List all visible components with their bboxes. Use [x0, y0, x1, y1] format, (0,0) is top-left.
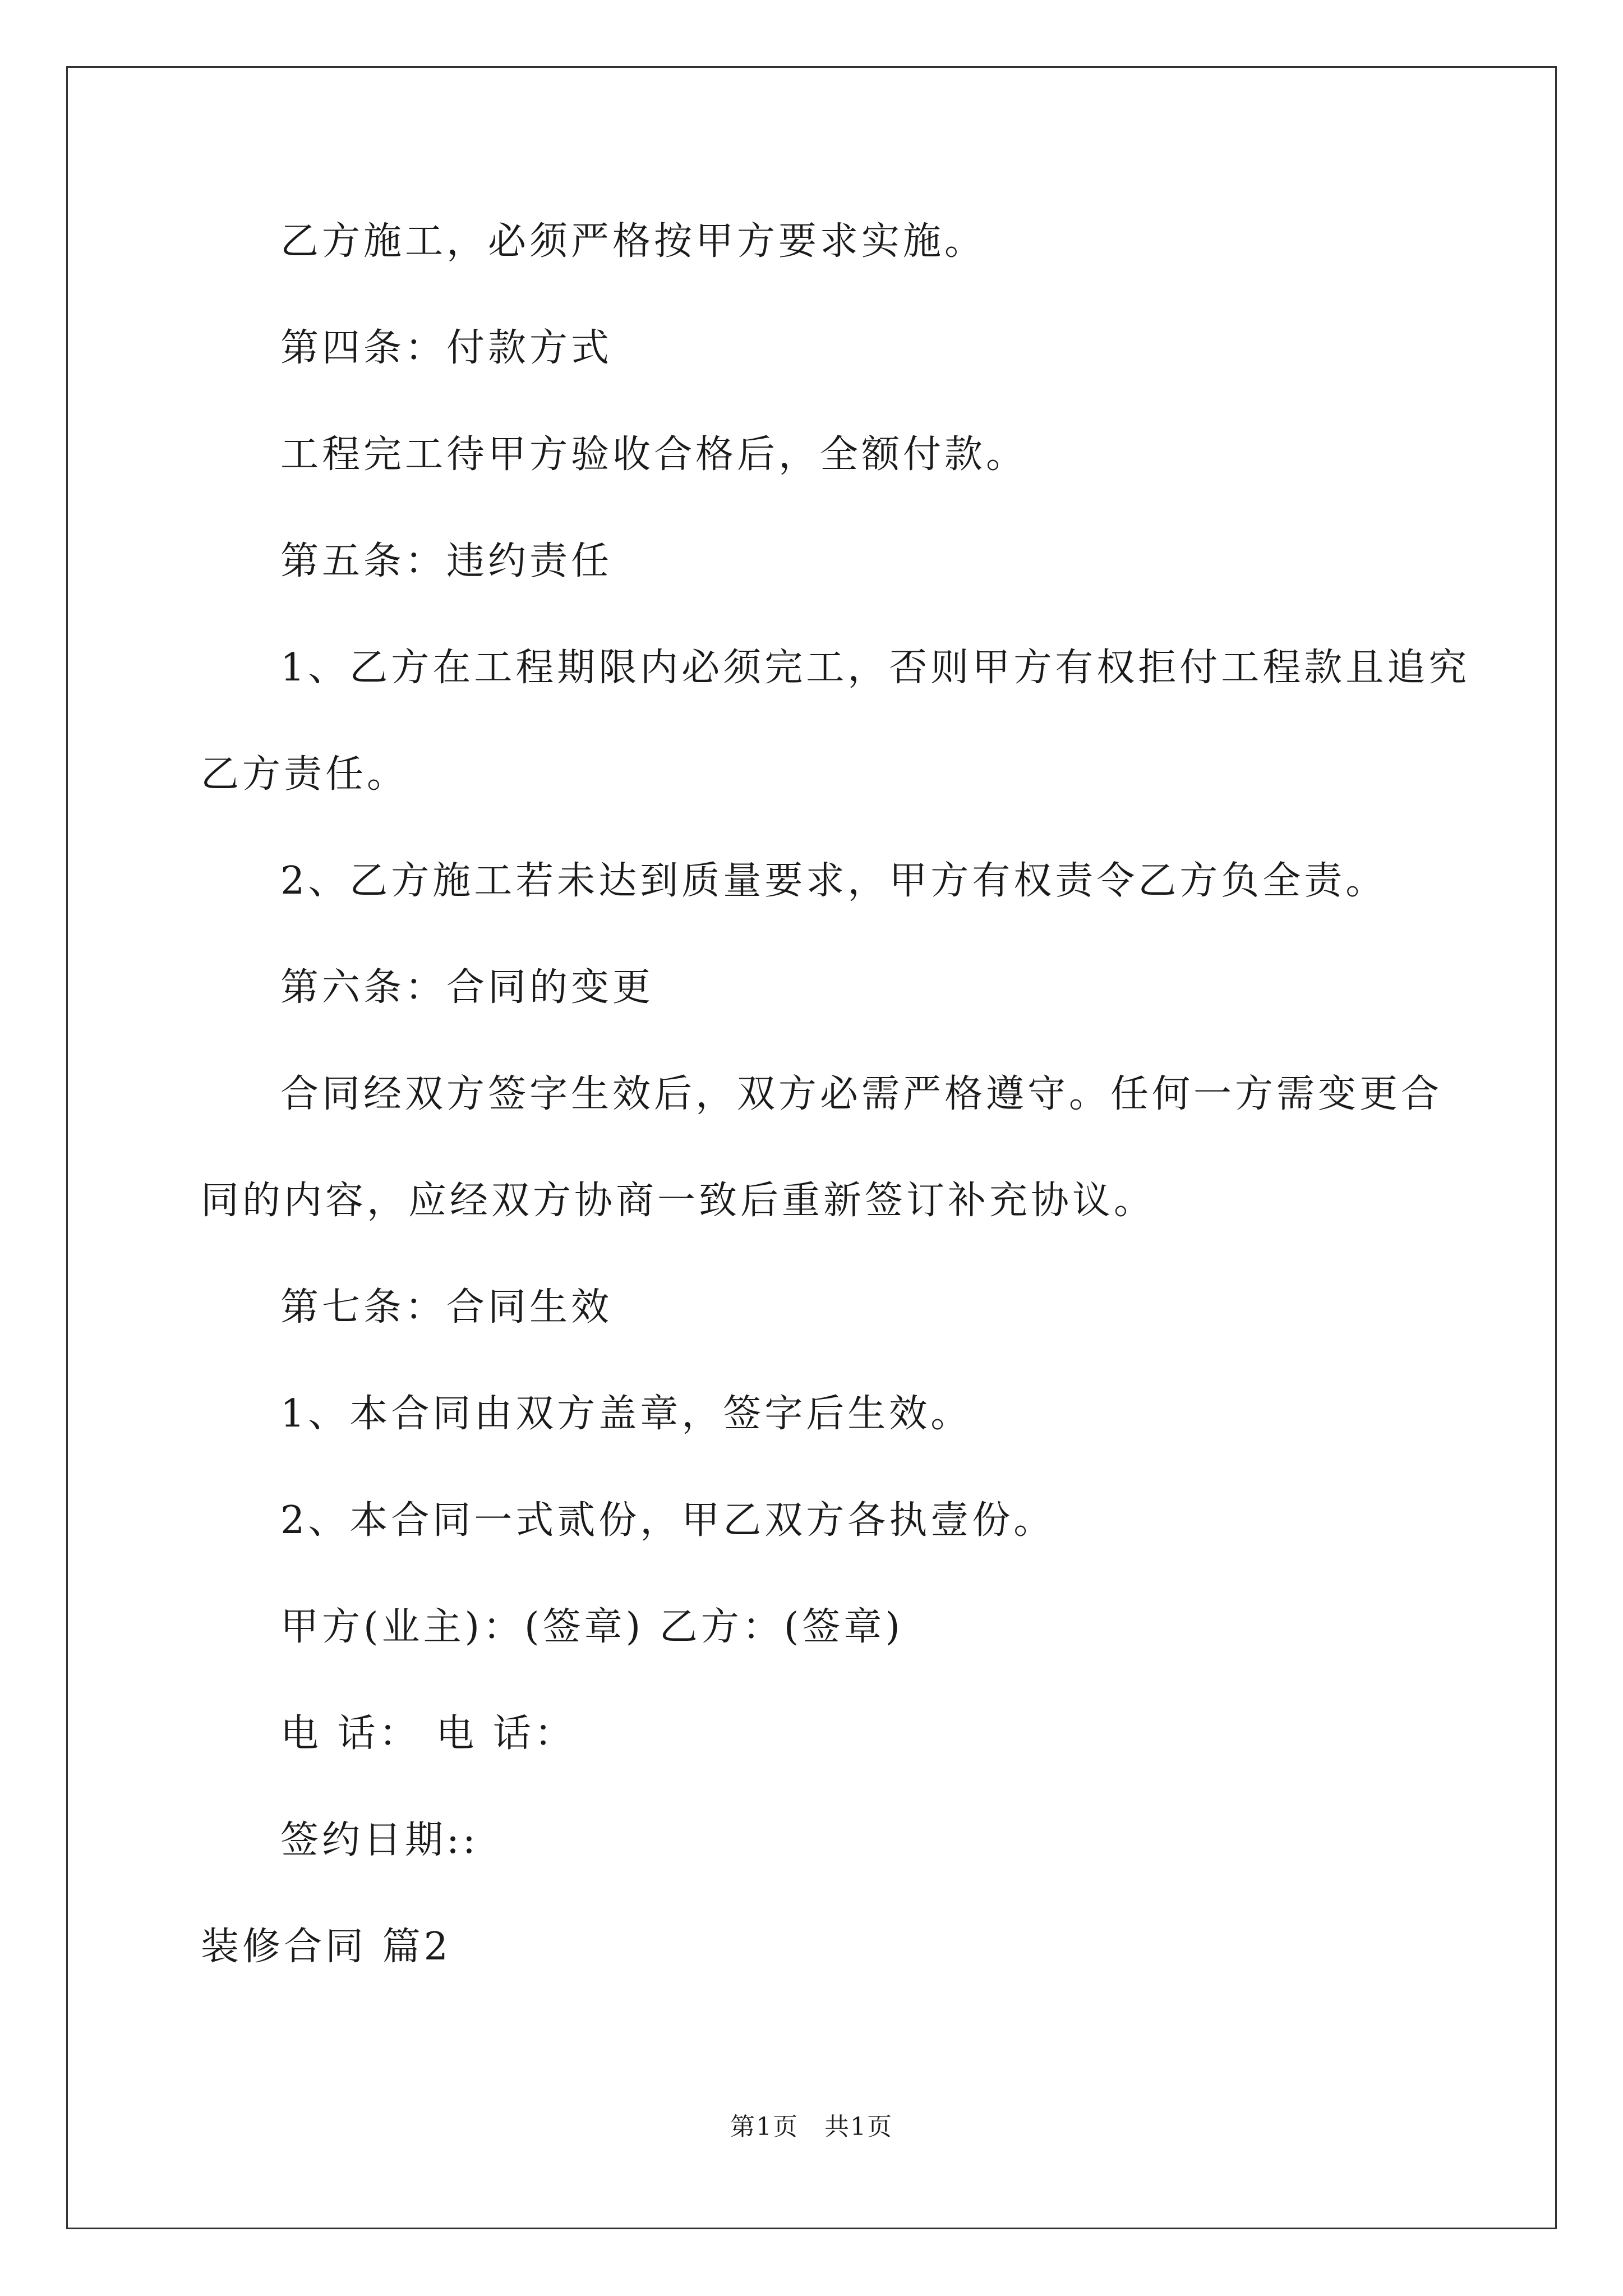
paragraph-line: 2、乙方施工若未达到质量要求，甲方有权责令乙方负全责。 [280, 859, 1387, 903]
paragraph-line: 乙方责任。 [201, 752, 409, 797]
paragraph-line: 乙方施工，必须严格按甲方要求实施。 [280, 219, 986, 264]
section-heading: 第七条：合同生效 [280, 1285, 613, 1329]
next-section-title: 装修合同 篇2 [201, 1925, 451, 1969]
section-heading: 第四条：付款方式 [280, 326, 613, 370]
paragraph-line: 同的内容，应经双方协商一致后重新签订补充协议。 [201, 1179, 1156, 1223]
paragraph-line: 合同经双方签字生效后，双方必需严格遵守。任何一方需变更合 [280, 1072, 1443, 1116]
paragraph-line: 1、本合同由双方盖章，签字后生效。 [280, 1392, 972, 1436]
page-frame [66, 66, 1557, 2229]
signature-line: 甲方(业主)：(签章) 乙方：(签章) [280, 1605, 903, 1649]
section-heading: 第五条：违约责任 [280, 539, 613, 583]
paragraph-line: 2、本合同一式贰份，甲乙双方各执壹份。 [280, 1498, 1055, 1543]
paragraph-line: 工程完工待甲方验收合格后，全额付款。 [280, 432, 1028, 477]
signing-date-line: 签约日期:: [280, 1818, 479, 1862]
phone-line: 电 话： 电 话： [280, 1711, 576, 1756]
paragraph-line: 1、乙方在工程期限内必须完工，否则甲方有权拒付工程款且追究 [280, 646, 1470, 690]
page-footer: 第1页 共1页 [730, 2113, 893, 2141]
section-heading: 第六条：合同的变更 [280, 965, 654, 1010]
